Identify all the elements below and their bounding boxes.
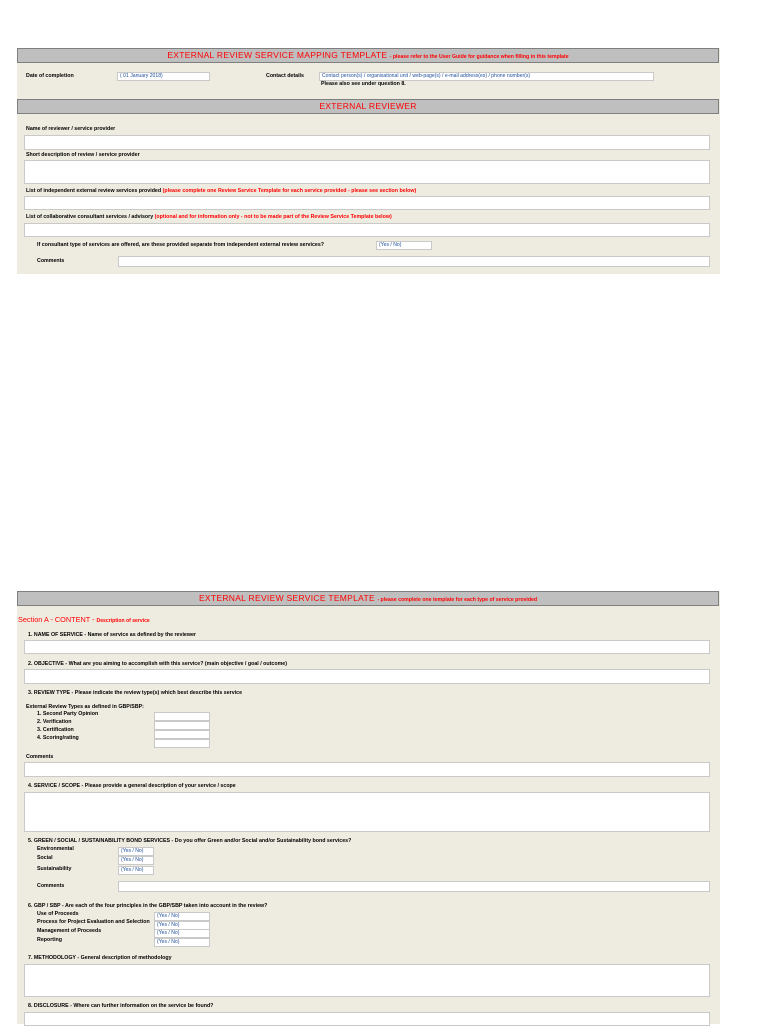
bond-social-answer: (Yes / No) — [121, 857, 144, 863]
contact-details-label: Contact details — [266, 73, 304, 79]
mapping-template-title-note: - please refer to the User Guide for guidance when filling in this template — [389, 54, 569, 60]
date-of-completion-field[interactable] — [117, 72, 210, 81]
q3-comments-field[interactable] — [24, 762, 710, 777]
review-type-verification-field[interactable] — [154, 721, 210, 730]
section-a-title: Section A - CONTENT - — [18, 615, 95, 624]
review-type-spo: 1. Second Party Opinion — [37, 711, 99, 717]
bond-environmental-field[interactable] — [118, 847, 154, 856]
date-of-completion-label: Date of completion — [26, 73, 74, 79]
q5-comments-field[interactable] — [118, 881, 710, 892]
bond-type-social: Social — [37, 855, 53, 861]
q3-comments-label: Comments — [26, 754, 54, 760]
review-type-scoring: 4. Scoring/rating — [37, 735, 79, 741]
short-description-label: Short description of review / service provider — [26, 152, 140, 158]
bond-sustainability-answer: (Yes / No) — [121, 867, 144, 873]
short-description-field[interactable] — [24, 160, 710, 184]
collaborative-services-field[interactable] — [24, 223, 710, 237]
collaborative-services-note: (optional and for information only - not to be made part of the Review Service Template below) — [154, 214, 392, 220]
mapping-template-title: EXTERNAL REVIEW SERVICE MAPPING TEMPLATE — [167, 50, 388, 60]
service-template-title: EXTERNAL REVIEW SERVICE TEMPLATE — [198, 593, 375, 603]
principle-reporting-answer: (Yes / No) — [157, 939, 180, 945]
q3-review-type: 3. REVIEW TYPE - Please indicate the review type(s) which best describe this service — [28, 690, 243, 696]
q3-intro: External Review Types as defined in GBP/SBP: — [26, 704, 144, 710]
q2-field[interactable] — [24, 669, 710, 684]
principle-management-of-proceeds-field[interactable] — [154, 929, 210, 938]
service-template-title-bar — [17, 591, 719, 606]
principle-management-of-proceeds-answer: (Yes / No) — [157, 930, 180, 936]
service-template-title-note: - please complete one template for each type of service provided — [377, 597, 538, 603]
q1-field[interactable] — [24, 640, 710, 654]
review-type-certification-field[interactable] — [154, 730, 210, 739]
q8-disclosure: 8. DISCLOSURE - Where can further information on the service be found? — [28, 1003, 214, 1009]
q4-service-scope: 4. SERVICE / SCOPE - Please provide a general description of your service / scope — [28, 783, 236, 789]
principle-reporting-field[interactable] — [154, 938, 210, 947]
principle-project-evaluation: Process for Project Evaluation and Selection — [37, 919, 150, 925]
external-reviewer-header-bar — [17, 99, 719, 114]
mapping-comments-field[interactable] — [118, 256, 710, 267]
principle-project-evaluation-answer: (Yes / No) — [157, 922, 180, 928]
mapping-comments-label: Comments — [37, 258, 65, 264]
consultant-separation-answer-field[interactable] — [376, 241, 432, 250]
section-a-note: Description of service — [96, 618, 150, 624]
mapping-template-title-bar — [17, 48, 719, 63]
principle-management-of-proceeds: Management of Proceeds — [37, 928, 102, 934]
q2-objective: 2. OBJECTIVE - What are you aiming to accomplish with this service? (main objective / goal / outcome) — [28, 661, 288, 667]
independent-services-label: List of independent external review services provided — [26, 188, 162, 194]
q5-comments-label: Comments — [37, 883, 65, 889]
principle-use-of-proceeds: Use of Proceeds — [37, 911, 79, 917]
review-type-certification: 3. Certification — [37, 727, 74, 733]
date-of-completion-value: ( 01 January 2018) — [120, 73, 163, 79]
q4-field[interactable] — [24, 792, 710, 832]
consultant-separation-answer: (Yes / No) — [379, 242, 402, 248]
independent-services-field[interactable] — [24, 196, 710, 210]
contact-details-value: Contact person(s) / organisational unit / web-page(s) / e-mail address(es) / phone number(s) — [322, 73, 531, 79]
collaborative-services-label: List of collaborative consultant services / advisory — [26, 214, 154, 220]
independent-services-line — [26, 188, 416, 195]
bond-sustainability-field[interactable] — [118, 866, 154, 875]
principle-reporting: Reporting — [37, 937, 63, 943]
contact-details-field[interactable] — [319, 72, 654, 81]
consultant-separation-question: If consultant type of services are offered, are these provided separate from independent external review services? — [37, 242, 325, 248]
bond-type-environmental: Environmental — [37, 846, 74, 852]
bond-environmental-answer: (Yes / No) — [121, 848, 144, 854]
reviewer-name-label: Name of reviewer / service provider — [26, 126, 116, 132]
principle-use-of-proceeds-field[interactable] — [154, 912, 210, 921]
contact-details-note: Please also see under question 8. — [321, 81, 406, 87]
external-reviewer-header: EXTERNAL REVIEWER — [319, 101, 417, 111]
review-type-spo-field[interactable] — [154, 712, 210, 721]
review-type-verification: 2. Verification — [37, 719, 72, 725]
q5-bond-services: 5. GREEN / SOCIAL / SUSTAINABILITY BOND SERVICES - Do you offer Green and/or Social and/or Sustainability bond services? — [28, 838, 352, 844]
reviewer-name-field[interactable] — [24, 135, 710, 150]
review-type-scoring-field[interactable] — [154, 739, 210, 748]
independent-services-note: (please complete one Review Service Template for each service provided - please see section below) — [162, 188, 417, 194]
q7-field[interactable] — [24, 964, 710, 997]
q7-methodology: 7. METHODOLOGY - General description of methodology — [28, 955, 172, 961]
section-a-heading — [18, 615, 150, 626]
collaborative-services-line — [26, 214, 392, 221]
bond-social-field[interactable] — [118, 856, 154, 865]
principle-use-of-proceeds-answer: (Yes / No) — [157, 913, 180, 919]
q6-gbp-sbp: 6. GBP / SBP - Are each of the four principles in the GBP/SBP taken into account in the review? — [28, 903, 268, 909]
bond-type-sustainability: Sustainability — [37, 866, 72, 872]
q1-name-of-service: 1. NAME OF SERVICE - Name of service as defined by the reviewer — [28, 632, 196, 638]
